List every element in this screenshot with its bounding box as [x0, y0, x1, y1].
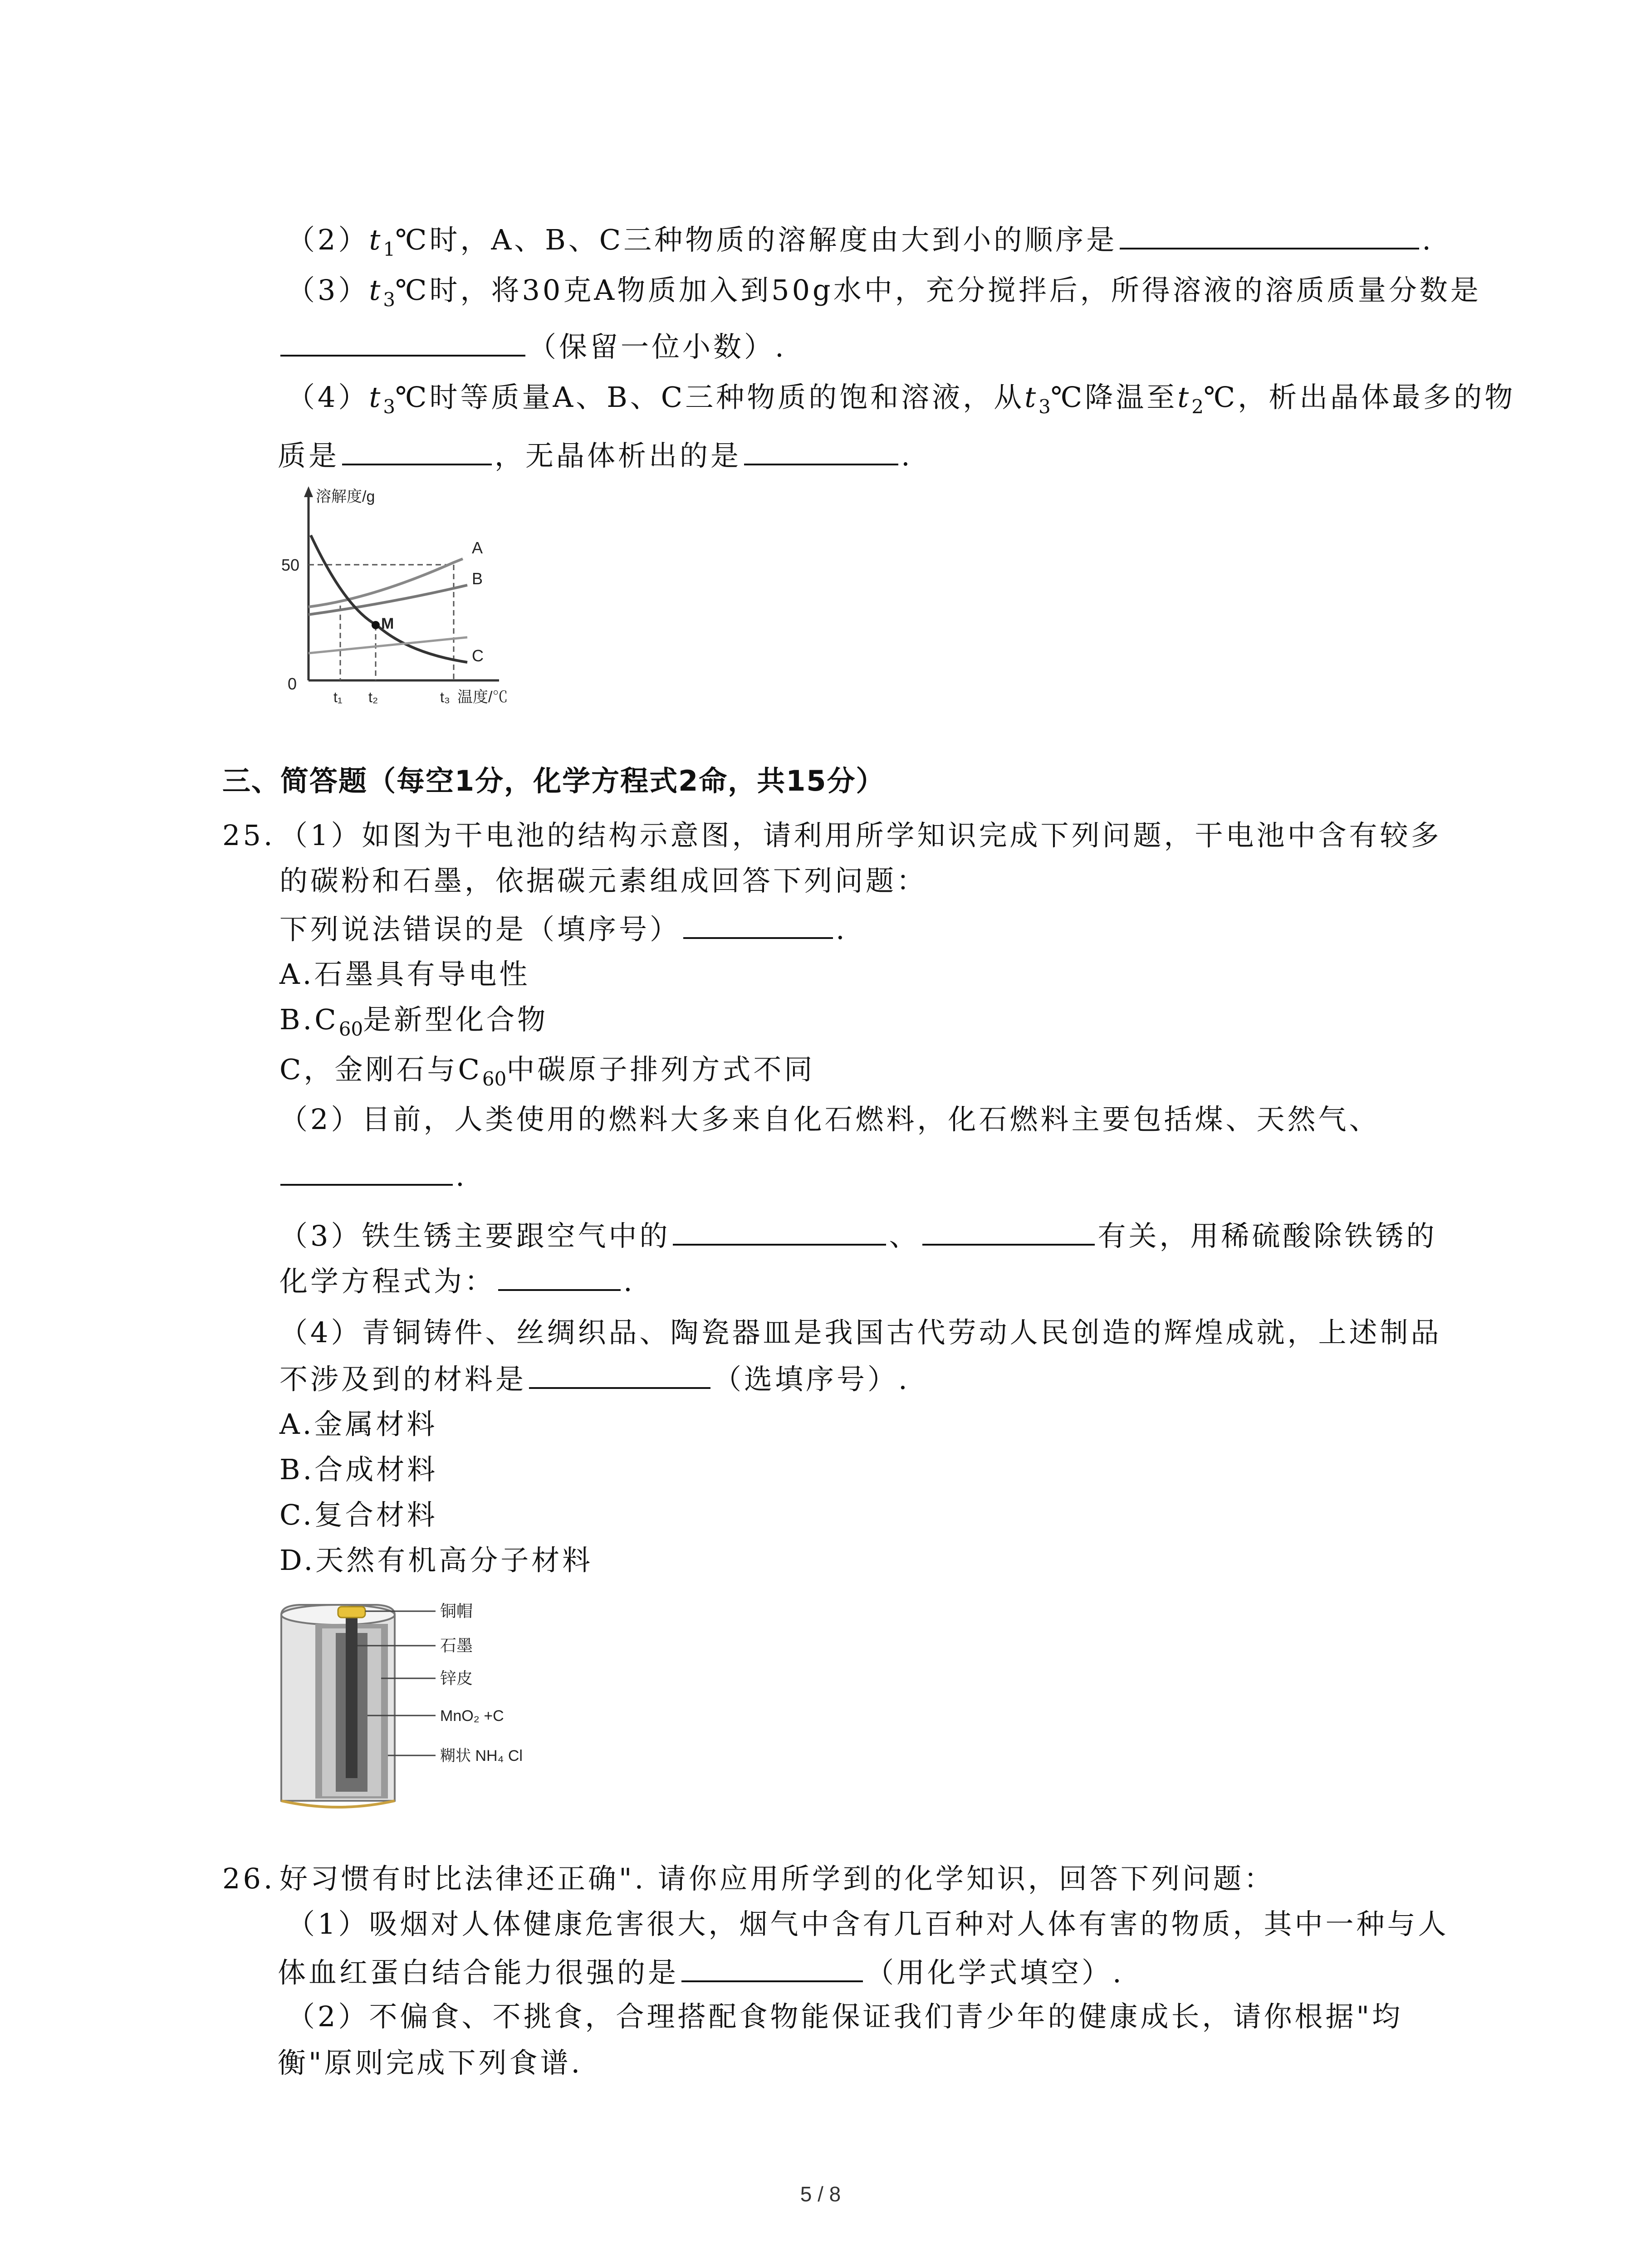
q25-part2: （2）目前，人类使用的燃料大多来自化石燃料，化石燃料主要包括煤、天然气、 — [279, 1103, 1380, 1136]
answer-blank[interactable] — [498, 1261, 621, 1291]
q25-part3: （3）铁生锈主要跟空气中的 、 有关，用稀硫酸除铁锈的 — [279, 1216, 1437, 1255]
x-tick-t2: t₂ — [368, 689, 378, 705]
curve-a — [309, 559, 463, 607]
series-c-label: C — [472, 646, 484, 665]
section-title: 三、简答题（每空1分，化学方程式2命，共15分） — [222, 764, 885, 797]
label-copper-cap: 铜帽 — [440, 1602, 473, 1620]
q25-number: 25. — [222, 819, 275, 852]
answer-blank[interactable] — [529, 1359, 710, 1389]
battery-base — [281, 1801, 395, 1807]
q26-line1: 好习惯有时比法律还正确". 请你应用所学到的化学知识，回答下列问题： — [279, 1862, 1275, 1895]
q25-material-a: A.金属材料 — [279, 1408, 438, 1441]
q24-part4: $(4)t_3℃$时等质量A、B、C三种物质的饱和溶液，从$t_3℃$降温至$t_2℃$，析出晶体最多的物 — [287, 381, 1516, 418]
q26-part2-line2: 衡"原则完成下列食谱. — [278, 2046, 583, 2079]
q24-part3-line2: （保留一位小数）. — [278, 327, 787, 366]
answer-blank[interactable] — [744, 435, 898, 465]
label-nh4cl: 糊状 NH₄ Cl — [440, 1747, 523, 1765]
q24-part2: $(2)t_1℃$时，A、B、C三种物质的溶解度由大到小的顺序是 . — [287, 220, 1434, 269]
q25-part4: （4）青铜铸件、丝绸织品、陶瓷器皿是我国古代劳动人民创造的辉煌成就，上述制品 — [279, 1316, 1442, 1349]
label-mno2: MnO₂ +C — [440, 1707, 504, 1725]
q25-line3: 下列说法错误的是（填序号） . — [279, 909, 847, 948]
answer-blank[interactable] — [280, 1156, 453, 1186]
x-tick-t1: t₁ — [333, 689, 343, 705]
q25-option-c: C，金刚石与$C_{60}$中碳原子排列方式不同 — [279, 1053, 815, 1090]
y-axis-label: 溶解度/g — [316, 488, 375, 505]
origin-label: 0 — [288, 675, 297, 693]
q25-line1: （1）如图为干电池的结构示意图，请利用所学知识完成下列问题，干电池中含有较多 — [279, 819, 1442, 852]
answer-blank[interactable] — [681, 1952, 863, 1982]
q26-part1: （1）吸烟对人体健康危害很大，烟气中含有几百种对人体有害的物质，其中一种与人 — [287, 1907, 1449, 1941]
battery-diagram — [272, 1597, 554, 1819]
x-axis-label: 温度/℃ — [457, 689, 508, 706]
q24-part3: $(3)t_3℃$时，将30克A物质加入到50g水中，充分搅拌后，所得溶液的溶质质量分数是 — [287, 274, 1481, 311]
page-number: 5 / 8 — [800, 2182, 841, 2206]
answer-blank[interactable] — [1120, 220, 1419, 249]
q25-material-c: C.复合材料 — [279, 1498, 438, 1531]
copper-cap — [338, 1607, 365, 1618]
q25-part2-line2: . — [278, 1156, 467, 1195]
q24-part4-line2: 质是 ，无晶体析出的是 . — [278, 435, 913, 475]
answer-blank[interactable] — [673, 1216, 886, 1246]
q25-option-b: $B.C_{60}$是新型化合物 — [279, 1003, 549, 1040]
series-a-label: A — [472, 538, 483, 557]
answer-blank[interactable] — [342, 435, 492, 465]
curve-b — [309, 585, 467, 615]
q25-material-d: D.天然有机高分子材料 — [279, 1544, 593, 1577]
q25-part4-line2: 不涉及到的材料是 （选填序号）. — [279, 1359, 910, 1398]
answer-blank[interactable] — [922, 1216, 1095, 1246]
label-graphite: 石墨 — [440, 1636, 473, 1655]
y-axis-arrow — [304, 486, 313, 497]
q25-part3-line2: 化学方程式为： . — [279, 1261, 635, 1300]
q26-part1-line2: 体血红蛋白结合能力很强的是 （用化学式填空）. — [278, 1952, 1124, 1992]
solubility-chart — [272, 481, 526, 708]
q25-option-a: A.石墨具有导电性 — [279, 958, 530, 991]
answer-blank[interactable] — [280, 327, 525, 357]
y-tick-50: 50 — [281, 556, 300, 574]
x-tick-t3: t₃ — [440, 689, 450, 705]
q26-number: 26. — [222, 1862, 275, 1895]
point-m — [372, 621, 380, 629]
curve-c — [311, 535, 467, 662]
q25-material-b: B.合成材料 — [279, 1453, 438, 1486]
curve-bottom — [309, 637, 467, 653]
answer-blank[interactable] — [683, 909, 833, 939]
point-m-label: M — [381, 615, 394, 632]
graphite-rod — [346, 1615, 358, 1778]
series-b-label: B — [472, 569, 483, 588]
q25-line2: 的碳粉和石墨，依据碳元素组成回答下列问题： — [279, 864, 928, 897]
label-zinc: 锌皮 — [440, 1669, 473, 1687]
q26-part2: （2）不偏食、不挑食，合理搭配食物能保证我们青少年的健康成长，请你根据"均 — [287, 2000, 1403, 2033]
